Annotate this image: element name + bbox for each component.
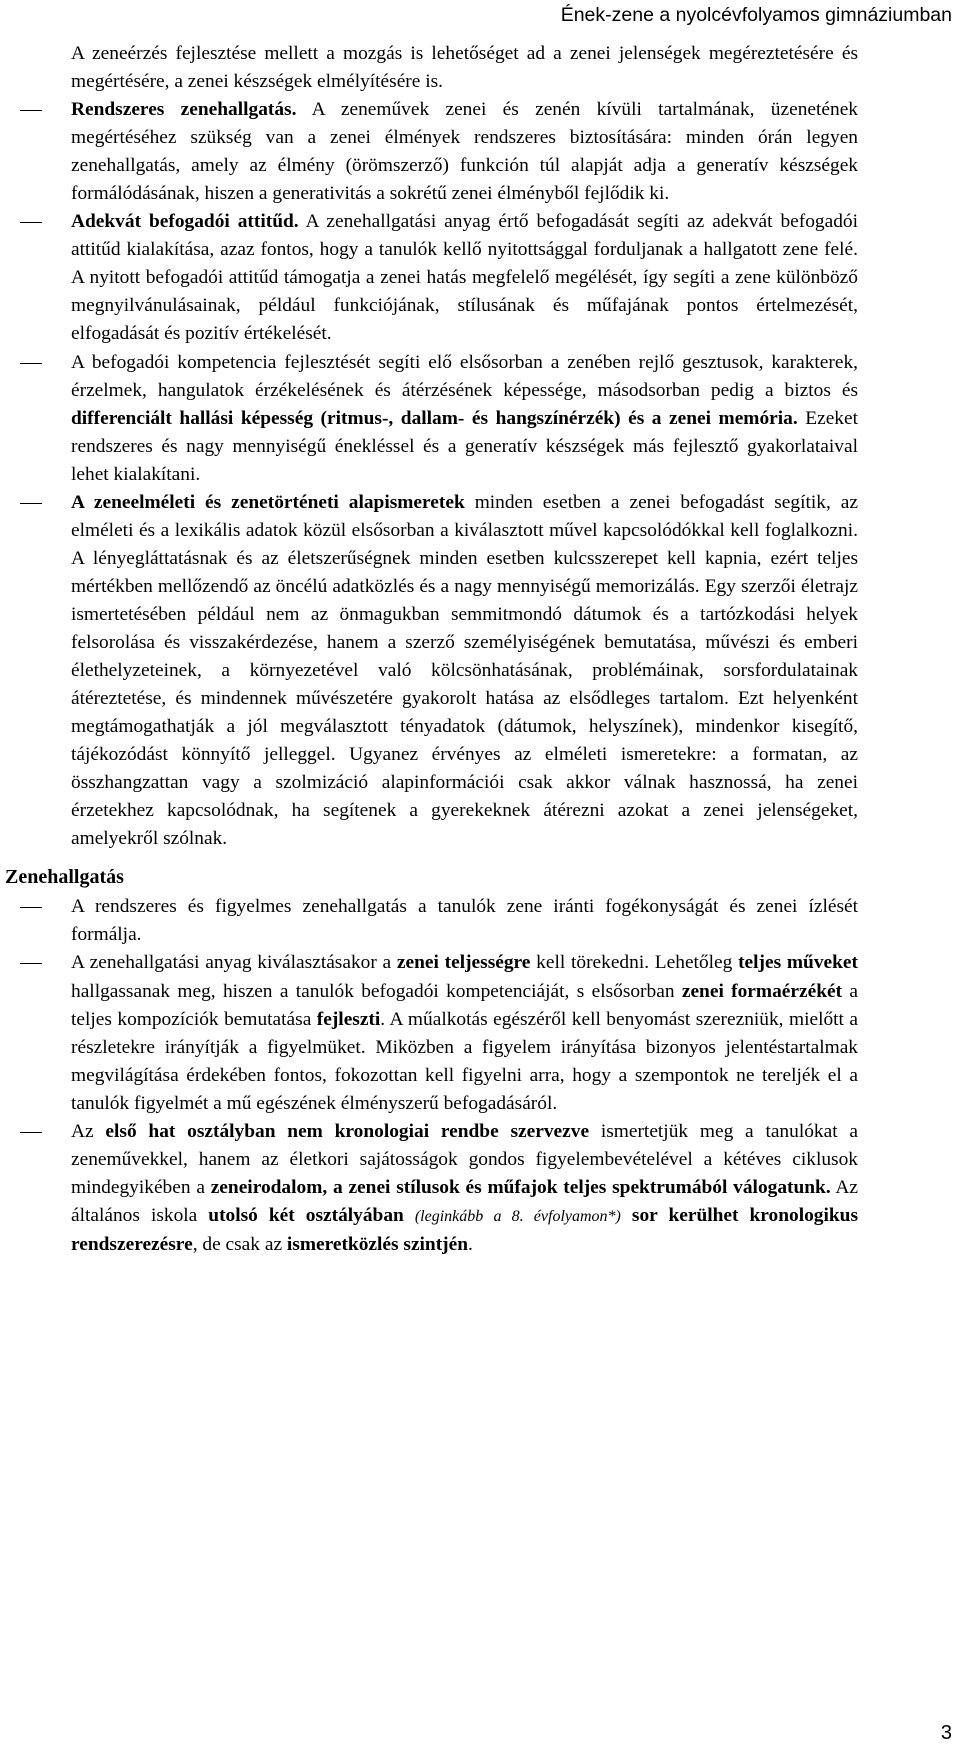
text-run: , de csak az [192, 1233, 287, 1255]
text-run: kell törekedni. Lehetőleg [530, 952, 739, 974]
text-run: ismertetjük meg a tanulókat a zeneművekkel, hanem az életkori sajátosságok gondos figyelembevételével a kétéves ciklusok mindegyikében a [71, 1120, 858, 1198]
page-body [0, 40, 960, 1259]
bold-run: ismeretközlés szintjén [286, 1233, 469, 1255]
bold-lead: Rendszeres zenehallgatás. [71, 99, 297, 121]
list-item-musical-completeness [71, 949, 858, 1117]
text-run: A zenehallgatási anyag kiválasztásakor a [71, 952, 397, 974]
bold-run: sor kerülhet kronologikus rendszerezésre [71, 1204, 858, 1255]
text-run [404, 1205, 415, 1226]
text-run: A zeneérzés fejlesztése mellett a mozgás is lehetőséget ad a zenei jelenségek megéreztetésére és megértésére, a zenei készségek elmélyítésére is. [71, 43, 858, 93]
bold-run: zenei formaérzékét [681, 980, 843, 1002]
list-item-adequate-attitude [71, 208, 858, 348]
bold-run: zeneirodalom, a zenei stílusok és műfajok teljes spektrumából válogatunk. [210, 1176, 831, 1198]
bold-run: utolsó két osztályában [208, 1204, 404, 1226]
text-run: Az [71, 1120, 106, 1142]
text-run: Az általános iskola [71, 1176, 858, 1226]
bold-run: zenei teljességre [396, 952, 531, 974]
bold-lead: A zeneelméleti és zenetörténeti alapismeretek [71, 491, 465, 513]
bold-run: teljes műveket [738, 952, 858, 974]
bold-run: differenciált hallási képesség (ritmus-, dallam- és hangszínérzék) és a zenei memória. [71, 407, 798, 429]
text-run: minden esetben a zenei befogadást segítik, az elméleti és a lexikális adatok közül elsősorban a kiválasztott művel kapcsolódókkal kell foglalkozni. A lényegláttatásnak és az életszerűségnek minden esetben kulcsszerepet kell kapnia, ezért teljes mértékben mellőzendő az öncélú adatközlés és a nagy mennyiségű memorizálás. Egy szerzői életrajz ismertetésében például nem az önmagukban semmitmondó dátumok és a tartózkodási helyek felsorolása és visszakérdezése, hanem a szerző személyiségének bemutatása, művészi és emberi élethelyzeteinek, a környezetével való kölcsönhatásának, problémáinak, sorsfordulatainak átéreztetése, és mindennek művészetére gyakorolt hatása az elsődleges tartalom. Ezt helyenként megtámogathatják a jól megválasztott tényadatok (dátumok, helyszínek), mindenkor kisegítő, tájékozódást könnyítő jelleggel. Ugyanez érvényes az elméleti ismeretekre: a formatan, az összhangzattan vagy a szolmizáció alapinformációi csak akkor válnak hasznossá, ha zenei érzetekhez kapcsolódnak, ha segítenek a gyerekeknek átérezni azokat a zenei jelenségeket, amelyekről szólnak. [71, 491, 858, 850]
text-run: . A műalkotás egészéről kell benyomást szerezniük, mielőtt a részletekre irányítják a figyelmüket. Miközben a figyelem irányítása bizonyos jelentéstartalmak megvilágítása érdekében fontos, fokozottan kell figyelni arra, hogy a szempontok ne tereljék el a tanulók figyelmét a mű egészének élményszerű befogadásáról. [71, 1008, 858, 1114]
bold-run: első hat osztályban nem kronologiai rendbe szervezve [105, 1120, 590, 1142]
list-item-chronology [71, 1118, 858, 1259]
text-run: A zeneművek zenei és zenén kívüli tartalmának, üzenetének megértéséhez szükség van a zenei élmények rendszeres biztosítására: minden órán legyen zenehallgatás, amely az élmény (örömszerző) funkción túl alapját adja a generatív készségek formálódásának, hiszen a generativitás a sokrétű zenei élményből fejlődik ki. [71, 99, 858, 205]
italic-note: (leginkább a 8. évfolyamon*) [414, 1207, 621, 1225]
list-item-listening-taste [71, 893, 858, 949]
list-item-receptive-competence [71, 349, 858, 489]
list-item-regular-listening [71, 96, 858, 208]
text-run: a teljes kompozíciók bemutatása [71, 980, 858, 1030]
page-number: 3 [940, 1722, 952, 1744]
text-run [621, 1205, 632, 1226]
text-run: Ezeket rendszeres és nagy mennyiségű énekléssel és a generatív készségek más fejlesztő gyakorlataival lehet kialakítani. [71, 407, 858, 485]
paragraph-movement [71, 40, 858, 96]
text-run: A rendszeres és figyelmes zenehallgatás a tanulók zene iránti fogékonyságát és zenei ízlését formálja. [71, 896, 858, 946]
bold-run: fejleszti [316, 1008, 381, 1030]
text-run: A befogadói kompetencia fejlesztését segíti elő elsősorban a zenében rejlő gesztusok, karakterek, érzelmek, hangulatok érzékelésének és átérzésének képessége, másodsorban pedig a biztos és [71, 351, 858, 401]
text-run: A zenehallgatási anyag értő befogadását segíti az adekvát befogadói attitűd kialakítása, azaz fontos, hogy a tanulók kellő nyitottsággal forduljanak a hallgatott zene felé. A nyitott befogadói attitűd támogatja a zenei hatás megfelelő megélését, így segíti a zene különböző megnyilvánulásainak, például funkciójának, stílusának és műfajának pontos értelmezését, elfogadását és pozitív értékelését. [71, 211, 858, 345]
text-run: . [468, 1233, 473, 1255]
running-header: Ének-zene a nyolcévfolyamos gimnáziumban [560, 4, 952, 26]
list-item-theory-history [71, 489, 858, 854]
bold-lead: Adekvát befogadói attitűd. [71, 211, 299, 233]
section-heading: Zenehallgatás [5, 866, 124, 889]
text-run: hallgassanak meg, hiszen a tanulók befogadói kompetenciáját, s elsősorban [71, 980, 682, 1002]
